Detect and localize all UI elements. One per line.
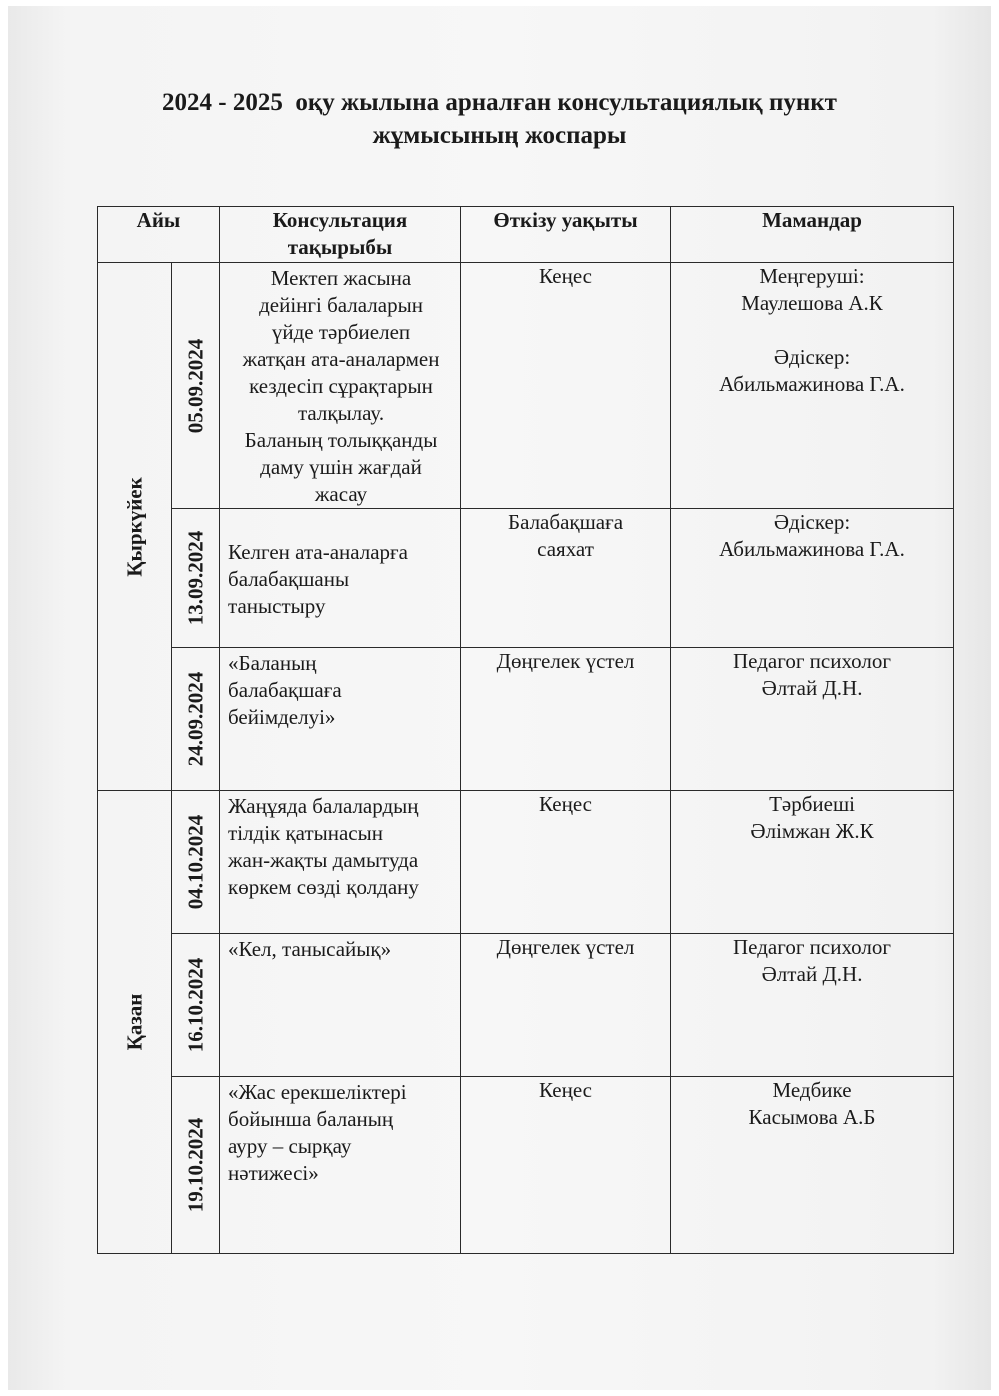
header-month: Айы [98,207,220,263]
specialist-line: Әлтай Д.Н. [761,962,863,986]
format-line: Дөңгелек үстел [496,649,635,673]
topic-cell [220,1077,461,1254]
table-row [98,263,954,509]
topic-cell [220,648,461,791]
specialist-line: Абильмажинова Г.А. [719,537,905,561]
table-body [98,263,954,1254]
topic-cell [220,934,461,1077]
header-time: Өткізу уақыты [461,207,671,263]
specialist-line: Маулешова А.К [741,291,883,315]
topic-line: балабақшаны [228,567,350,591]
date-cell [172,1077,220,1254]
topic-line: ауру – сырқау [228,1134,352,1158]
topic-line: даму үшін жағдай [260,455,422,479]
specialist-line: Әлтай Д.Н. [761,676,863,700]
specialist-line: Медбике [772,1078,852,1102]
table-row [98,934,954,1077]
specialists-cell [671,791,954,934]
table-row [98,791,954,934]
table-row [98,509,954,648]
specialists-cell [671,648,954,791]
topic-cell [220,263,461,509]
specialist-line: Тәрбиеші [769,792,855,816]
date-label: 13.09.2024 [183,530,207,626]
date-cell [172,934,220,1077]
format-cell [461,509,671,648]
topic-line: жан-жақты дамытуда [228,848,419,872]
format-line: Кеңес [539,792,592,816]
specialist-line: Абильмажинова Г.А. [719,372,905,396]
specialist-line: Меңгеруші: [759,264,865,288]
date-label: 16.10.2024 [183,957,207,1053]
format-line: Дөңгелек үстел [496,935,635,959]
date-cell [172,648,220,791]
format-cell [461,934,671,1077]
header-topic-line-2: тақырыбы [287,235,393,259]
topic-line: Баланың толыққанды [244,428,438,452]
topic-line: дейінгі балаларын [259,293,423,317]
date-label: 05.09.2024 [183,338,207,433]
topic-line: жатқан ата-аналармен [242,347,440,371]
month-label: Қыркүйек [122,476,146,577]
topic-line: Мектеп жасына [270,266,412,290]
format-line: саяхат [537,537,594,561]
specialist-line: Касымова А.Б [748,1105,876,1129]
table-row [98,648,954,791]
topic-line: балабақшаға [228,678,342,702]
topic-line: Келген ата-аналарға [228,540,408,564]
consultation-plan-table [97,206,954,1254]
format-cell [461,1077,671,1254]
topic-line: көркем сөзді қолдану [228,875,419,899]
topic-line: «Кел, танысайық» [228,937,392,961]
topic-line: «Баланың [228,651,317,675]
date-cell [172,509,220,648]
format-cell [461,263,671,509]
specialist-line: Әдіскер: [773,345,851,369]
specialist-line: Педагог психолог [733,649,891,673]
topic-line: нәтижесі» [228,1161,319,1185]
title-line-1: 2024 - 2025 оқу жылына арналған консультациялық пункт [162,89,837,116]
date-label: 19.10.2024 [183,1117,207,1213]
specialist-line: Әлімжан Ж.К [750,819,874,843]
specialists-cell [671,934,954,1077]
date-label: 04.10.2024 [183,814,207,910]
title-line-2: жұмысының жоспары [372,122,627,149]
topic-line: бойынша баланың [228,1107,394,1131]
header-topic-line-1: Консультация [272,208,408,232]
month-label: Қазан [122,993,146,1051]
topic-line: талқылау. [297,401,385,425]
header-specialists: Мамандар [671,207,954,263]
table-row [98,1077,954,1254]
document-title [0,86,999,152]
format-cell [461,791,671,934]
month-cell [98,263,172,791]
format-line: Балабақшаға [508,510,624,534]
topic-line: үйде тәрбиелеп [271,320,411,344]
topic-line: жасау [314,482,368,506]
topic-cell [220,509,461,648]
specialists-cell [671,263,954,509]
topic-line: таныстыру [228,594,326,618]
topic-cell [220,791,461,934]
specialist-line: Әдіскер: [773,510,851,534]
topic-line: тілдік қатынасын [228,821,383,845]
topic-line: «Жас ерекшеліктері [228,1080,407,1104]
month-cell [98,791,172,1254]
header-row [98,207,954,263]
topic-line: бейімделуі» [228,705,336,729]
topic-line: кездесіп сұрақтарын [249,374,433,398]
specialist-line: Педагог психолог [733,935,891,959]
specialist-line [671,317,953,344]
date-cell [172,791,220,934]
date-cell [172,263,220,509]
format-cell [461,648,671,791]
topic-line: Жаңұяда балалардың [228,794,419,818]
specialists-cell [671,1077,954,1254]
format-line: Кеңес [539,1078,592,1102]
format-line: Кеңес [539,264,592,288]
date-label: 24.09.2024 [183,671,207,767]
specialists-cell [671,509,954,648]
header-topic [220,207,461,263]
